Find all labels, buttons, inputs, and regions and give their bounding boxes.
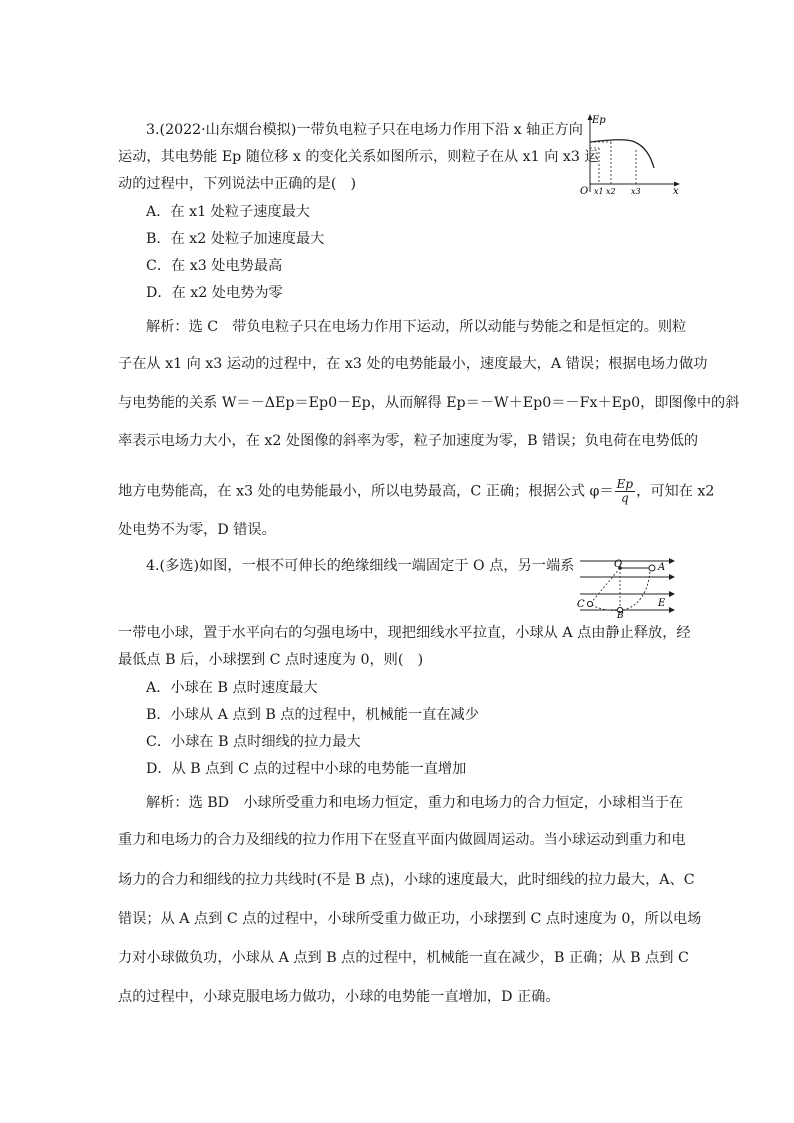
q3-analysis-line1: 解析：选 C 带负电粒子只在电场力作用下运动，所以动能与势能之和是恒定的。则粒 [146,319,687,335]
q4-label-b: B [617,611,624,618]
q3-formula-denominator: q [621,491,629,505]
q4-stem-line1: 4.(多选)如图，一根不可伸长的绝缘细线一端固定于 O 点，另一端系 [146,558,575,574]
q3-origin: O [580,186,589,197]
q4-analysis-line4: 错误；从 A 点到 C 点的过程中，小球所受重力做正功，小球摆到 C 点时速度为 0，所以电场 [118,911,702,927]
q3-stem-line1: 3.(2022·山东烟台模拟)一带负电粒子只在电场力作用下沿 x 轴正方向 [146,122,583,138]
q4-field-diagram [574,556,686,618]
q4-analysis-line5: 力对小球做负功，小球从 A 点到 B 点的过程中，机械能一直在减少，B 正确；从 B 点到 C [118,950,689,966]
q4-analysis-line1: 解析：选 BD 小球所受重力和电场力恒定，重力和电场力的合力恒定，小球相当于在 [146,795,684,811]
q4-analysis-line3: 场力的合力和细线的拉力共线时(不是 B 点)，小球的速度最大，此时细线的拉力最大，A、C [118,872,695,888]
q4-label-e: E [658,598,666,609]
q4-string-to-c [590,568,620,604]
q4-label-a: A [658,562,666,573]
q3-analysis-line5 [118,478,714,505]
q4-stem-line3: 最低点 B 后，小球摆到 C 点时速度为 0，则( ) [118,652,424,668]
q3-option-c: C．在 x3 处电势最高 [146,258,283,274]
q4-ball-c [587,601,592,606]
q4-label-c: C [577,599,585,610]
q3-stem-line2: 运动，其电势能 Ep 随位移 x 的变化关系如图所示，则粒子在从 x1 向 x3 运 [118,149,599,165]
q3-tick-x2: x2 [606,187,616,196]
q3-analysis-line6: 处电势不为零，D 错误。 [118,522,276,538]
q4-analysis-line6: 点的过程中，小球克服电场力做功，小球的电势能一直增加，D 正确。 [118,989,560,1005]
q3-curve [590,140,654,168]
q4-analysis-line2: 重力和电场力的合力及细线的拉力作用下在竖直平面内做圆周运动。当小球运动到重力和电 [118,832,686,848]
q3-tick-x3: x3 [631,187,641,196]
q3-xlabel: x [673,186,679,197]
q3-option-a: A．在 x1 处粒子速度最大 [146,204,310,220]
q3-analysis-line5-text: 地方电势能高，在 x3 处的电势能最小，所以电势最高，C 正确；根据公式 φ＝ [118,483,614,500]
q3-option-b: B．在 x2 处粒子加速度最大 [146,231,325,247]
q3-analysis-line4: 率表示电场力大小，在 x2 处图像的斜率为零，粒子加速度为零，B 错误；负电荷在电势低的 [118,433,699,449]
q3-analysis-line2: 子在从 x1 向 x3 运动的过程中，在 x3 处的电势能最小，速度最大，A 错误；根据电场力做功 [118,356,708,372]
q4-ball-a [649,565,655,571]
q3-formula-fraction [615,478,635,505]
q4-label-o: O [614,559,623,570]
q3-analysis-line5-tail: ，可知在 x2 [636,483,715,500]
q4-option-c: C．小球在 B 点时细线的拉力最大 [146,734,361,750]
q4-stem-line2: 一带电小球，置于水平向右的匀强电场中，现把细线水平拉直，小球从 A 点由静止释放，经 [118,625,691,641]
q3-tick-x1: x1 [594,187,604,196]
q4-option-a: A．小球在 B 点时速度最大 [146,680,318,696]
q3-analysis-line3: 与电势能的关系 W＝－ΔEp＝Ep0－Ep，从而解得 Ep＝－W＋Ep0＝－Fx＋Ep0，即图像中的斜 [118,395,740,411]
q3-option-d: D．在 x2 处电势为零 [146,285,283,301]
q3-ylabel: Ep [592,115,606,126]
q4-option-b: B．小球从 A 点到 B 点的过程中，机械能一直在减少 [146,707,479,723]
q3-stem-line3: 动的过程中，下列说法中正确的是( ) [118,176,357,192]
q3-ep-graph [574,112,686,198]
q3-formula-numerator: Ep [616,477,634,491]
q4-option-d: D．从 B 点到 C 点的过程中小球的电势能一直增加 [146,761,467,777]
